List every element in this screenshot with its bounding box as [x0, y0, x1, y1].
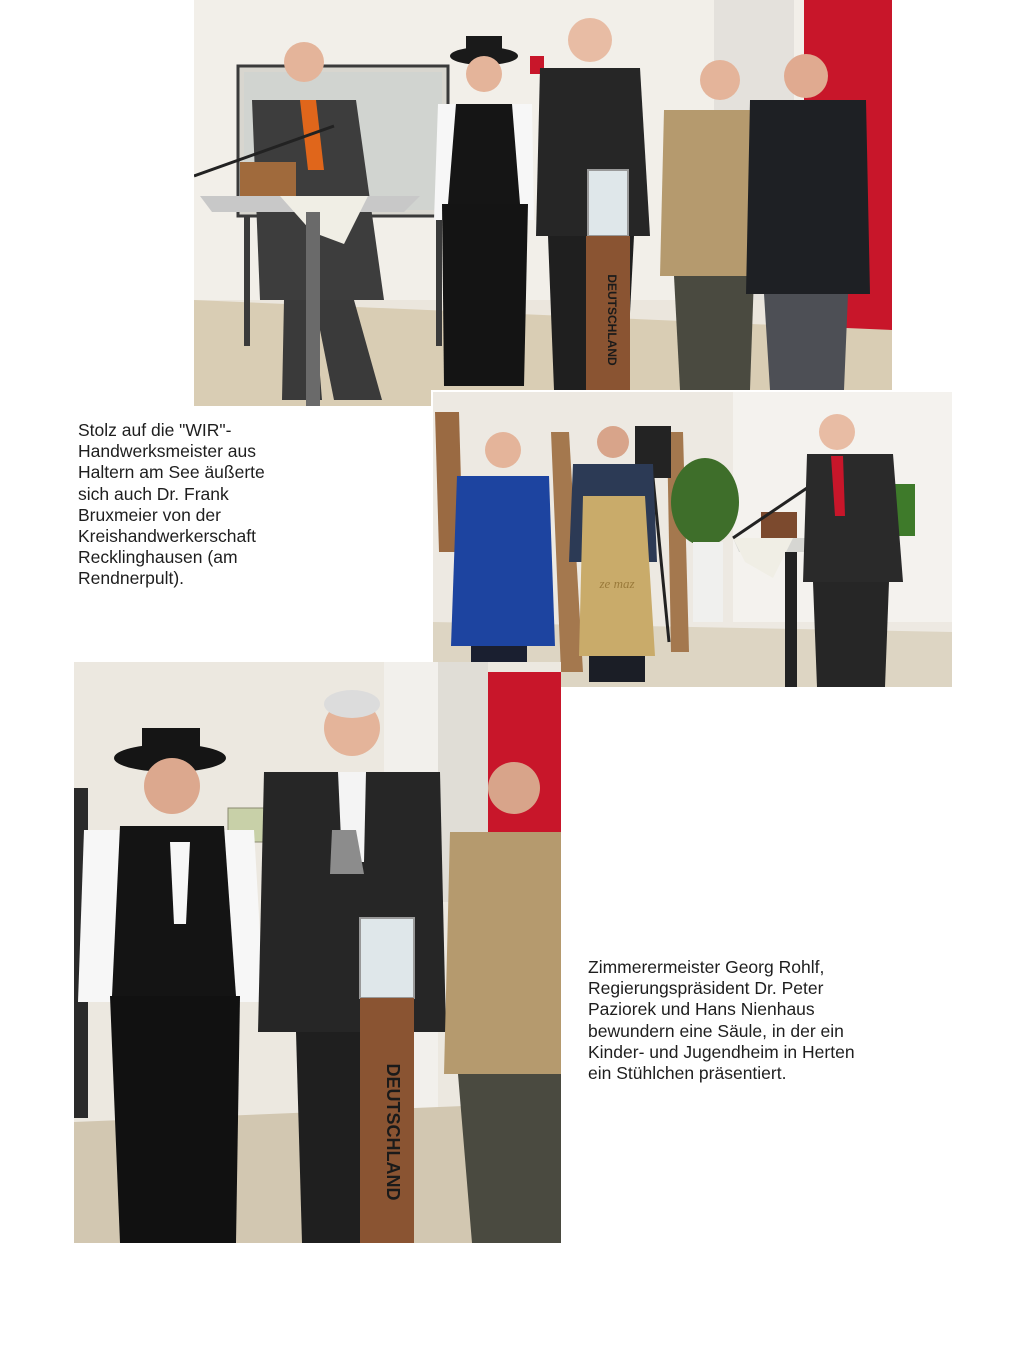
photo-speech-group: [194, 0, 892, 406]
caption-pillar-line: Zimmerermeister Georg Rohlf,: [588, 957, 825, 977]
caption-pillar-line: bewundern eine Säule, in der ein: [588, 1020, 844, 1041]
photo-three-men-pillar: [74, 662, 561, 1243]
caption-pillar-line: Regierungspräsident Dr. Peter: [588, 978, 824, 999]
caption-speaker-line: Recklinghausen (am: [78, 547, 238, 568]
caption-speaker-line: Bruxmeier von der: [78, 504, 221, 525]
pillar-label-top: DEUTSCHLAND: [605, 274, 619, 366]
caption-speaker-line: Stolz auf die "WIR"-: [78, 420, 232, 440]
caption-pillar-line: ein Stühlchen präsentiert.: [588, 1063, 787, 1084]
caption-speaker-line: Handwerksmeister aus: [78, 441, 256, 462]
caption-speaker-line: Kreishandwerkerschaft: [78, 526, 256, 547]
pillar-label-bottom: DEUTSCHLAND: [383, 1063, 403, 1201]
caption-speaker-line: sich auch Dr. Frank: [78, 483, 229, 504]
caption-pillar-line: Paziorek und Hans Nienhaus: [588, 999, 815, 1020]
caption-speaker-line: Rendnerpult).: [78, 568, 185, 589]
caption-pillar-line: Kinder- und Jugendheim in Herten: [588, 1041, 855, 1062]
caption-speaker: [78, 420, 418, 590]
photo-lectern-speaker: [431, 390, 952, 687]
photo-lectern-speaker-image: [433, 392, 952, 687]
apron-label: ze maz: [599, 576, 635, 591]
photo-speech-group-image: [194, 0, 892, 406]
photo-three-men-pillar-image: [74, 662, 561, 1243]
caption-pillar: [588, 957, 928, 1084]
caption-speaker-line: Haltern am See äußerte: [78, 462, 265, 483]
